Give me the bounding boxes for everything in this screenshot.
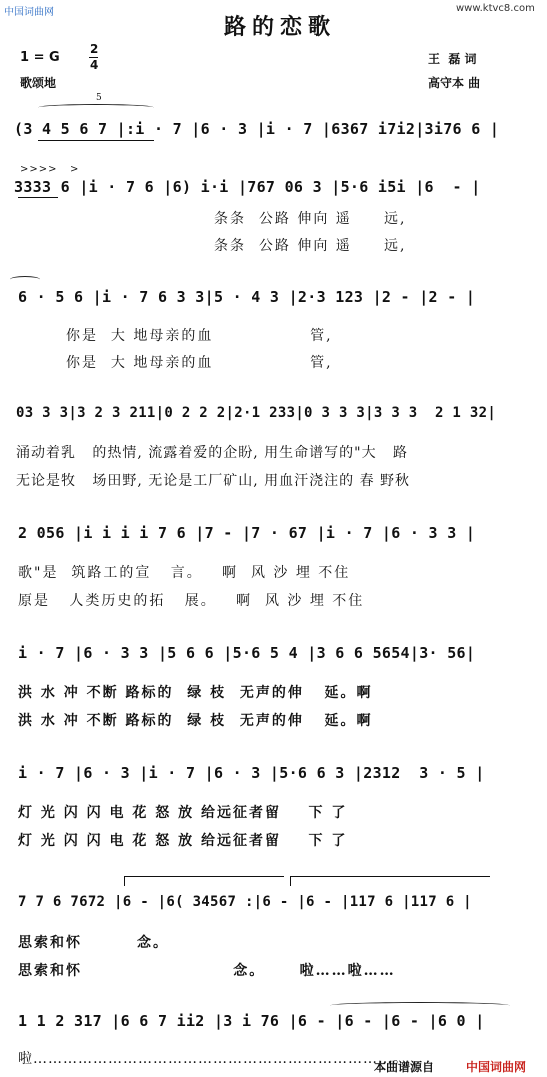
notation-line-3: 6 · 5 6 |i · 7 6 3 3|5 · 4 3 |2·3 123 |2 - |2 - | bbox=[18, 288, 476, 306]
lyric-line-4b: 无论是牧 场田野, 无论是工厂矿山, 用血汗浇注的 春 野秋 bbox=[16, 473, 411, 489]
lyric-line-5a: 歌"是 筑路工的宣 言。 啊 风 沙 埋 不住 bbox=[18, 565, 351, 581]
volta-bracket-1 bbox=[124, 876, 284, 877]
lyric-line-7a: 灯 光 闪 闪 电 花 怒 放 给远征者留 下 了 bbox=[18, 805, 348, 821]
accent-marks: >>>> > bbox=[20, 164, 80, 175]
source-label: 本曲谱源自 bbox=[374, 1060, 435, 1074]
time-signature-top: 2 bbox=[90, 42, 99, 56]
lyric-line-8a: 思索和怀 念。 bbox=[18, 935, 169, 951]
lyric-line-6a: 洪 水 冲 不断 路标的 绿 枝 无声的伸 延。啊 bbox=[18, 685, 373, 701]
lyric-line-6b: 洪 水 冲 不断 路标的 绿 枝 无声的伸 延。啊 bbox=[18, 713, 373, 729]
site-watermark-right: www.ktvc8.com bbox=[456, 3, 535, 14]
lyric-line-4a: 涌动着乳 的热情, 流露着爱的企盼, 用生命谱写的"大 路 bbox=[16, 445, 408, 461]
notation-line-9: 1 1 2 317 |6 6 7 ii2 |3 i 76 |6 - |6 - |6 - |6 0 | bbox=[18, 1012, 485, 1030]
lyricist-credit: 王 磊 词 bbox=[428, 52, 477, 66]
notation-line-6: i · 7 |6 · 3 3 |5 6 6 |5·6 5 4 |3 6 6 5654|3· 56| bbox=[18, 644, 476, 662]
composer-credit: 高守本 曲 bbox=[428, 76, 481, 90]
beam-line bbox=[38, 140, 154, 141]
phrase-slur bbox=[330, 1002, 510, 1009]
tie-slur bbox=[10, 276, 40, 283]
lyric-line-5b: 原是 人类历史的拓 展。 啊 风 沙 埋 不住 bbox=[18, 593, 365, 609]
time-signature-bottom: 4 bbox=[90, 58, 99, 72]
key-signature: 1 = G bbox=[20, 50, 60, 65]
lyric-line-7b: 灯 光 闪 闪 电 花 怒 放 给远征者留 下 了 bbox=[18, 833, 348, 849]
song-title: 路的恋歌 bbox=[224, 14, 337, 40]
notation-line-1: (3 4 5 6 7 |:i · 7 |6 · 3 |i · 7 |6367 i7i2|3i76 6 | bbox=[14, 120, 500, 138]
tuplet-mark: 5 bbox=[96, 93, 102, 103]
style-marking: 歌颂地 bbox=[20, 76, 57, 90]
footer-site-link[interactable]: 中国词曲网 bbox=[466, 1060, 527, 1074]
lyric-line-9: 啦………………………………………………………………。 bbox=[18, 1051, 408, 1067]
lyric-line-8b: 思索和怀 念。 啦……啦…… bbox=[18, 963, 396, 979]
volta-bracket-2-edge bbox=[290, 876, 291, 886]
volta-bracket-2 bbox=[290, 876, 490, 877]
notation-line-5: 2 056 |i i i i 7 6 |7 - |7 · 67 |i · 7 |6 · 3 3 | bbox=[18, 524, 476, 542]
phrase-slur bbox=[38, 104, 154, 111]
notation-line-4: 03 3 3|3 2 3 211|0 2 2 2|2·1 233|0 3 3 3|3 3 3 2 1 32| bbox=[16, 405, 497, 421]
lyric-line-2a: 条条 公路 伸向 遥 远, bbox=[214, 211, 407, 227]
notation-line-2: 3333 6 |i · 7 6 |6) i·i |767 06 3 |5·6 i5i |6 - | bbox=[14, 178, 481, 196]
notation-line-8: 7 7 6 7672 |6 - |6( 34567 :|6 - |6 - |117 6 |117 6 | bbox=[18, 894, 472, 910]
notation-line-7: i · 7 |6 · 3 |i · 7 |6 · 3 |5·6 6 3 |2312 3 · 5 | bbox=[18, 764, 485, 782]
beam-line bbox=[18, 197, 58, 198]
lyric-line-3b: 你是 大 地母亲的血 管, bbox=[66, 355, 333, 371]
volta-bracket-1-edge bbox=[124, 876, 125, 886]
site-watermark-left: 中国词曲网 bbox=[4, 7, 54, 18]
lyric-line-2b: 条条 公路 伸向 遥 远, bbox=[214, 238, 407, 254]
lyric-line-3a: 你是 大 地母亲的血 管, bbox=[66, 328, 333, 344]
